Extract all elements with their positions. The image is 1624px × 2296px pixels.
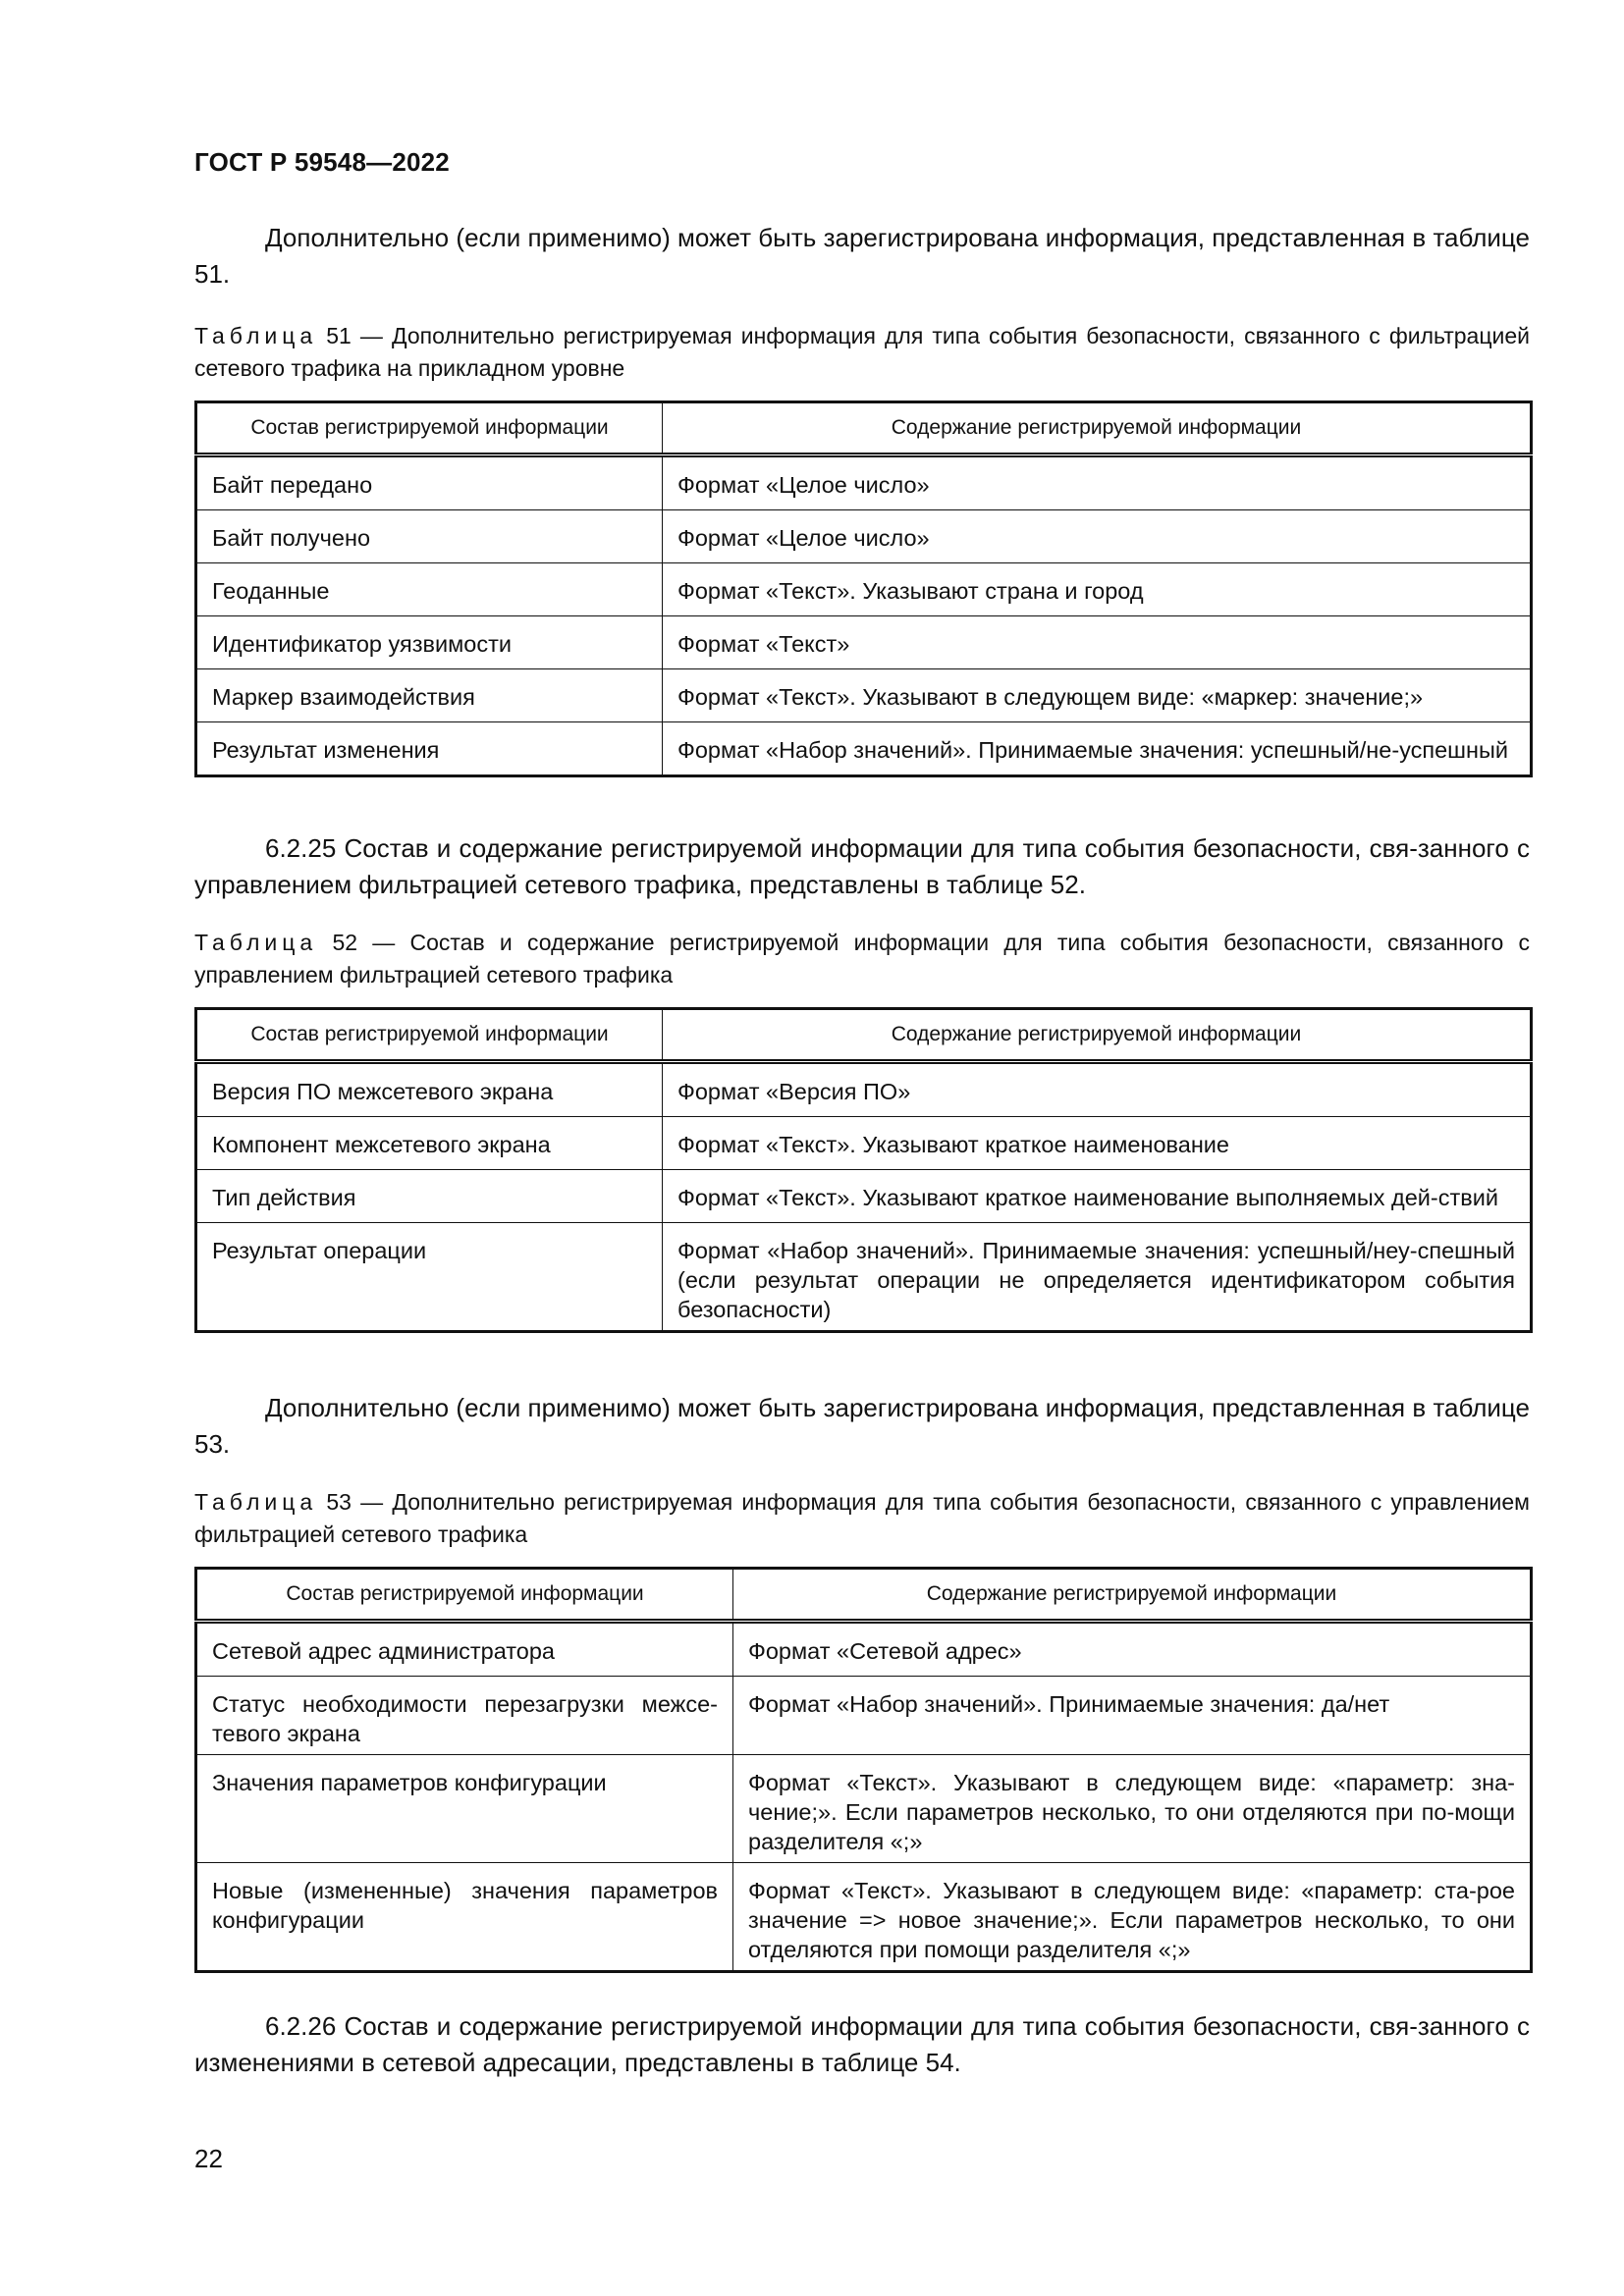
table-cell: Идентификатор уязвимости [196, 616, 663, 669]
paragraph: Дополнительно (если применимо) может быть зарегистрирована информация, представленная в таблице 53. [194, 1393, 1530, 1459]
table-row [196, 1170, 1532, 1223]
table-cell: Формат «Текст». Указывают в следующем виде: «параметр: ста-рое значение => новое значение;». Если параметров несколько, то они отделяются при помощи разделителя «;» [733, 1863, 1532, 1972]
table-row [196, 1863, 1532, 1972]
table-caption-text: 51 — Дополнительно регистрируемая информация для типа события безопасности, связанного с фильтрацией сетевого трафика на прикладном уровне [194, 323, 1531, 381]
table-caption [194, 1486, 1530, 1551]
table-cell: Формат «Целое число» [663, 510, 1532, 563]
table-caption [194, 927, 1530, 991]
table-cell: Компонент межсетевого экрана [196, 1117, 663, 1170]
column-header: Состав регистрируемой информации [196, 1569, 733, 1622]
table-row [196, 455, 1532, 510]
table-row [196, 1223, 1532, 1332]
table-caption-text: 53 — Дополнительно регистрируемая информация для типа события безопасности, связанного с управлением фильтрацией сетевого трафика [194, 1489, 1530, 1547]
table-cell: Версия ПО межсетевого экрана [196, 1062, 663, 1117]
paragraph: 6.2.25 Состав и содержание регистрируемой информации для типа события безопасности, свя-занного с управлением фильтрацией сетевого трафика, представлены в таблице 52. [194, 833, 1530, 899]
paragraph: 6.2.26 Состав и содержание регистрируемой информации для типа события безопасности, свя-занного с изменениями в сетевой адресации, представлены в таблице 54. [194, 2011, 1530, 2077]
table-cell: Байт передано [196, 455, 663, 510]
table-row [196, 616, 1532, 669]
table-row [196, 1755, 1532, 1863]
table-cell: Результат изменения [196, 722, 663, 776]
table-cell: Формат «Набор значений». Принимаемые значения: да/нет [733, 1677, 1532, 1755]
table-caption-text: 52 — Состав и содержание регистрируемой информации для типа события безопасности, связанного с управлением фильтрацией сетевого трафика [194, 930, 1530, 988]
table-cell: Байт получено [196, 510, 663, 563]
table-cell: Тип действия [196, 1170, 663, 1223]
paragraph: Дополнительно (если применимо) может быть зарегистрирована информация, представленная в таблице 51. [194, 223, 1530, 289]
table-row [196, 1117, 1532, 1170]
table-cell: Геоданные [196, 563, 663, 616]
table-cell: Новые (измененные) значения параметров конфигурации [196, 1863, 733, 1972]
table-header-row [196, 1009, 1532, 1062]
column-header: Состав регистрируемой информации [196, 1009, 663, 1062]
table-caption [194, 320, 1530, 385]
table-row [196, 563, 1532, 616]
table-cell: Формат «Текст» [663, 616, 1532, 669]
table-header-row [196, 1569, 1532, 1622]
column-header: Состав регистрируемой информации [196, 402, 663, 455]
table-label: Таблица [194, 930, 318, 955]
table-cell: Формат «Целое число» [663, 455, 1532, 510]
table-cell: Формат «Набор значений». Принимаемые значения: успешный/не-успешный [663, 722, 1532, 776]
table-header-row [196, 402, 1532, 455]
table-cell: Результат операции [196, 1223, 663, 1332]
table-label: Таблица [194, 1489, 318, 1515]
table-52 [194, 1007, 1533, 1333]
column-header: Содержание регистрируемой информации [663, 1009, 1532, 1062]
page-number: 22 [194, 2144, 223, 2173]
table-cell: Маркер взаимодействия [196, 669, 663, 722]
table-row [196, 669, 1532, 722]
table-cell: Значения параметров конфигурации [196, 1755, 733, 1863]
table-row [196, 1677, 1532, 1755]
table-cell: Статус необходимости перезагрузки межсе-тевого экрана [196, 1677, 733, 1755]
table-cell: Формат «Текст». Указывают краткое наименование [663, 1117, 1532, 1170]
table-51 [194, 400, 1533, 777]
table-cell: Формат «Текст». Указывают в следующем виде: «маркер: значение;» [663, 669, 1532, 722]
table-row [196, 1622, 1532, 1677]
table-row [196, 1062, 1532, 1117]
table-row [196, 722, 1532, 776]
table-cell: Сетевой адрес администратора [196, 1622, 733, 1677]
table-cell: Формат «Текст». Указывают краткое наименование выполняемых дей-ствий [663, 1170, 1532, 1223]
table-cell: Формат «Текст». Указывают в следующем виде: «параметр: зна-чение;». Если параметров несколько, то они отделяются при по-мощи разделителя «;» [733, 1755, 1532, 1863]
table-cell: Формат «Текст». Указывают страна и город [663, 563, 1532, 616]
table-53 [194, 1567, 1533, 1973]
table-cell: Формат «Набор значений». Принимаемые значения: успешный/неу-спешный (если результат операции не определяется идентификатором события безопасности) [663, 1223, 1532, 1332]
column-header: Содержание регистрируемой информации [663, 402, 1532, 455]
table-row [196, 510, 1532, 563]
document-header: ГОСТ Р 59548—2022 [194, 147, 450, 177]
table-label: Таблица [194, 323, 318, 348]
column-header: Содержание регистрируемой информации [733, 1569, 1532, 1622]
table-cell: Формат «Сетевой адрес» [733, 1622, 1532, 1677]
table-cell: Формат «Версия ПО» [663, 1062, 1532, 1117]
